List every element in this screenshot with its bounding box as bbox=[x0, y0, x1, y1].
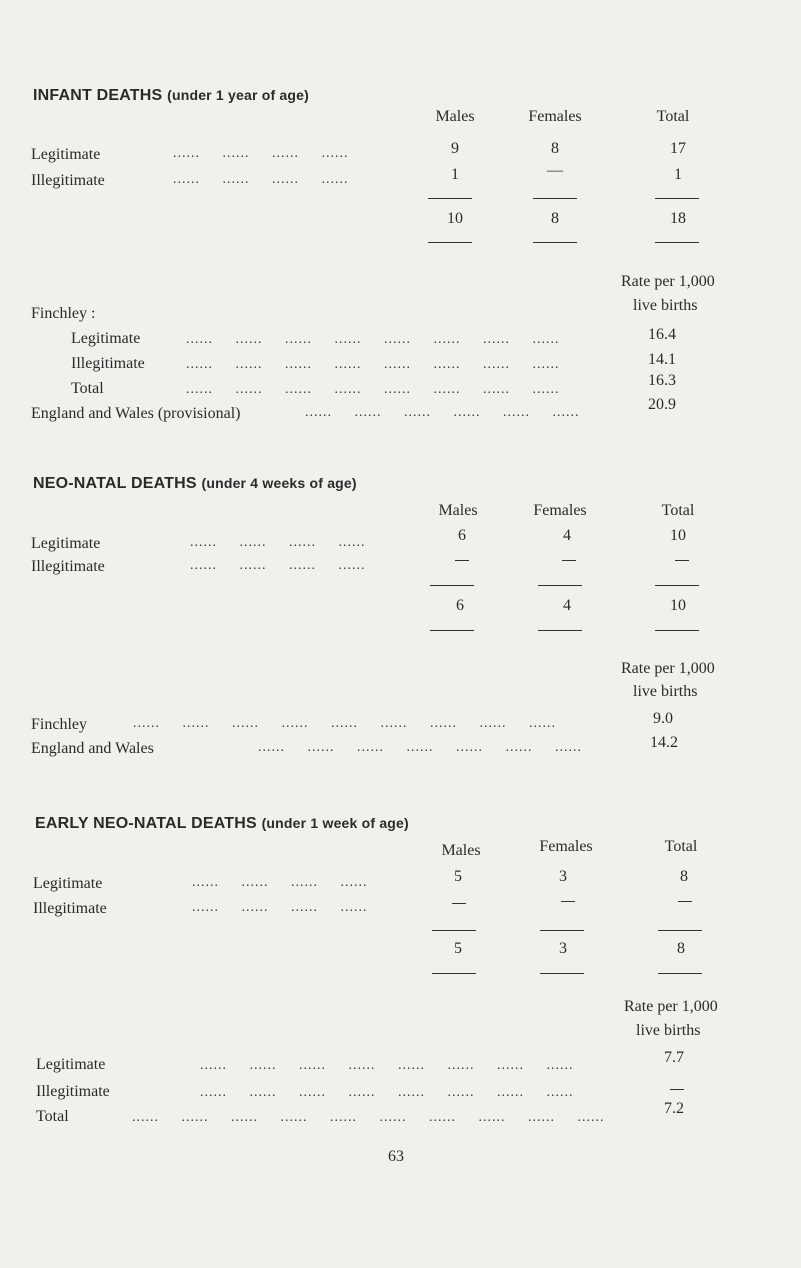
leader-dots: ...... ...... ...... ...... ...... ...... ...... ...... bbox=[200, 1058, 574, 1073]
early-illegitimate-label: Illegitimate bbox=[33, 900, 107, 917]
infant-rate-header-2: live births bbox=[633, 297, 698, 314]
infant-illegitimate-label: Illegitimate bbox=[31, 172, 105, 189]
infant-england-label: England and Wales (provisional) bbox=[31, 405, 241, 422]
neonatal-title: NEO-NATAL DEATHS bbox=[33, 475, 197, 492]
neonatal-header-females: Females bbox=[533, 502, 587, 519]
total-rule bbox=[658, 973, 702, 974]
sum-rule bbox=[538, 585, 582, 586]
neonatal-total-females: 4 bbox=[563, 597, 571, 614]
total-rule bbox=[655, 630, 699, 631]
sum-rule bbox=[655, 198, 699, 199]
leader-dots: ...... ...... ...... ...... ...... ...... ...... bbox=[258, 740, 582, 755]
leader-dots: ...... ...... ...... ...... ...... ...... ...... ...... ...... bbox=[133, 716, 556, 731]
early-rate-total-value: 7.2 bbox=[664, 1100, 684, 1117]
infant-header-males: Males bbox=[435, 108, 475, 125]
early-legitimate-label: Legitimate bbox=[33, 875, 103, 892]
infant-england-value: 20.9 bbox=[648, 396, 676, 413]
early-header-males: Males bbox=[441, 842, 481, 859]
infant-illegitimate-females: — bbox=[547, 162, 563, 179]
infant-rate-total-label: Total bbox=[71, 380, 104, 397]
early-header-females: Females bbox=[539, 838, 593, 855]
leader-dots: ...... ...... ...... ...... ...... ...... ...... ...... bbox=[186, 332, 560, 347]
nil-dash bbox=[670, 1089, 684, 1090]
sum-rule bbox=[432, 930, 476, 931]
neonatal-finchley-value: 9.0 bbox=[653, 710, 673, 727]
infant-total-total: 18 bbox=[670, 210, 686, 227]
neonatal-total-males: 6 bbox=[456, 597, 464, 614]
leader-dots: ...... ...... ...... ...... bbox=[190, 535, 366, 550]
neonatal-subtitle: (under 4 weeks of age) bbox=[201, 475, 357, 491]
nil-dash bbox=[678, 901, 692, 902]
leader-dots: ...... ...... ...... ...... bbox=[192, 875, 368, 890]
early-total-total: 8 bbox=[677, 940, 685, 957]
infant-legitimate-label: Legitimate bbox=[31, 146, 101, 163]
leader-dots: ...... ...... ...... ...... ...... ...... ...... ...... bbox=[186, 357, 560, 372]
infant-rate-illegitimate-value: 14.1 bbox=[648, 351, 676, 368]
nil-dash bbox=[452, 903, 466, 904]
nil-dash bbox=[455, 560, 469, 561]
infant-legitimate-total: 17 bbox=[670, 140, 686, 157]
infant-illegitimate-males: 1 bbox=[451, 166, 459, 183]
early-legitimate-females: 3 bbox=[559, 868, 567, 885]
neonatal-legitimate-males: 6 bbox=[458, 527, 466, 544]
infant-rate-illegitimate-label: Illegitimate bbox=[71, 355, 145, 372]
infant-rate-total-value: 16.3 bbox=[648, 372, 676, 389]
neonatal-legitimate-total: 10 bbox=[670, 527, 686, 544]
infant-legitimate-females: 8 bbox=[551, 140, 559, 157]
leader-dots: ...... ...... ...... ...... ...... ...... ...... ...... bbox=[186, 382, 560, 397]
page-number: 63 bbox=[388, 1148, 404, 1165]
neonatal-england-label: England and Wales bbox=[31, 740, 154, 757]
sum-rule bbox=[430, 585, 474, 586]
leader-dots: ...... ...... ...... ...... ...... ...... ...... ...... bbox=[200, 1085, 574, 1100]
total-rule bbox=[533, 242, 577, 243]
leader-dots: ...... ...... ...... ...... bbox=[190, 558, 366, 573]
infant-subtitle: (under 1 year of age) bbox=[167, 87, 309, 103]
neonatal-legitimate-females: 4 bbox=[563, 527, 571, 544]
early-legitimate-total: 8 bbox=[680, 868, 688, 885]
total-rule bbox=[430, 630, 474, 631]
early-subtitle: (under 1 week of age) bbox=[261, 815, 409, 831]
early-section-title bbox=[35, 815, 409, 833]
infant-rate-legitimate-value: 16.4 bbox=[648, 326, 676, 343]
infant-header-females: Females bbox=[528, 108, 582, 125]
early-rate-header-2: live births bbox=[636, 1022, 701, 1039]
neonatal-rate-header-1: Rate per 1,000 bbox=[621, 660, 715, 677]
neonatal-legitimate-label: Legitimate bbox=[31, 535, 101, 552]
leader-dots: ...... ...... ...... ...... bbox=[173, 172, 349, 187]
total-rule bbox=[655, 242, 699, 243]
leader-dots: ...... ...... ...... ...... ...... ...... ...... ...... ...... ...... bbox=[132, 1110, 605, 1125]
early-total-males: 5 bbox=[454, 940, 462, 957]
nil-dash bbox=[562, 560, 576, 561]
infant-total-males: 10 bbox=[447, 210, 463, 227]
total-rule bbox=[538, 630, 582, 631]
early-total-females: 3 bbox=[559, 940, 567, 957]
infant-legitimate-males: 9 bbox=[451, 140, 459, 157]
early-header-total: Total bbox=[664, 838, 698, 855]
infant-total-females: 8 bbox=[551, 210, 559, 227]
total-rule bbox=[428, 242, 472, 243]
neonatal-england-value: 14.2 bbox=[650, 734, 678, 751]
leader-dots: ...... ...... ...... ...... bbox=[173, 146, 349, 161]
early-rate-legitimate-value: 7.7 bbox=[664, 1049, 684, 1066]
sum-rule bbox=[533, 198, 577, 199]
neonatal-section-title bbox=[33, 475, 357, 493]
sum-rule bbox=[540, 930, 584, 931]
sum-rule bbox=[428, 198, 472, 199]
infant-title: INFANT DEATHS bbox=[33, 87, 163, 104]
infant-illegitimate-total: 1 bbox=[674, 166, 682, 183]
infant-finchley-label: Finchley : bbox=[31, 305, 96, 322]
total-rule bbox=[540, 973, 584, 974]
total-rule bbox=[432, 973, 476, 974]
early-rate-legitimate-label: Legitimate bbox=[36, 1056, 106, 1073]
leader-dots: ...... ...... ...... ...... bbox=[192, 900, 368, 915]
early-rate-header-1: Rate per 1,000 bbox=[624, 998, 718, 1015]
neonatal-finchley-label: Finchley bbox=[31, 716, 87, 733]
early-rate-illegitimate-label: Illegitimate bbox=[36, 1083, 110, 1100]
early-title: EARLY NEO-NATAL DEATHS bbox=[35, 815, 257, 832]
sum-rule bbox=[658, 930, 702, 931]
sum-rule bbox=[655, 585, 699, 586]
infant-rate-legitimate-label: Legitimate bbox=[71, 330, 141, 347]
neonatal-total-total: 10 bbox=[670, 597, 686, 614]
neonatal-header-males: Males bbox=[438, 502, 478, 519]
nil-dash bbox=[675, 560, 689, 561]
nil-dash bbox=[561, 901, 575, 902]
infant-rate-header-1: Rate per 1,000 bbox=[621, 273, 715, 290]
infant-section-title bbox=[33, 87, 309, 105]
early-rate-total-label: Total bbox=[36, 1108, 69, 1125]
neonatal-header-total: Total bbox=[661, 502, 695, 519]
early-legitimate-males: 5 bbox=[454, 868, 462, 885]
neonatal-rate-header-2: live births bbox=[633, 683, 698, 700]
neonatal-illegitimate-label: Illegitimate bbox=[31, 558, 105, 575]
infant-header-total: Total bbox=[656, 108, 690, 125]
leader-dots: ...... ...... ...... ...... ...... ...... bbox=[305, 405, 580, 420]
